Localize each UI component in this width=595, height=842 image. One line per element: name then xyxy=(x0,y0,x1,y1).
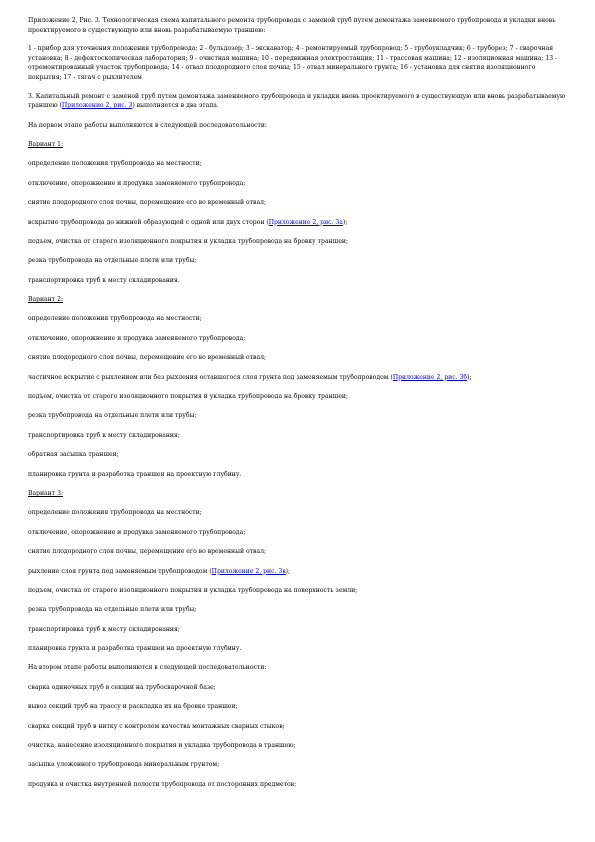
stage-2-step: засыпка уложенного трубопровода минеральным грунтом; xyxy=(28,761,220,769)
variant-3-step: определение положения трубопровода на местности; xyxy=(28,509,202,517)
variant-1-step: резка трубопровода на отдельные плети или трубы; xyxy=(28,257,197,265)
variant-3-step: транспортировка труб к месту складирования; xyxy=(28,625,180,633)
variant-3-step-text-end: ); xyxy=(285,567,291,575)
variant-1-step: транспортировка труб к месту складирования. xyxy=(28,276,180,284)
variant-2-step-text: частичное вскрытие с рыхлением или без рыхления оставшегося слоя грунта под заменяемым трубопроводом ( xyxy=(28,373,393,381)
variant-1-step: снятие плодородного слоя почвы, перемещение его во временный отвал; xyxy=(28,199,266,207)
section-3-text-before: 3. Капитальный ремонт с заменой труб путем демонтажа заменяемого трубопровода и укладки вновь проектируемого в существующую или вновь разрабатываемую траншею ( xyxy=(28,92,566,110)
variant-2-step: отключение, опорожнение и продувка заменяемого трубопровода; xyxy=(28,334,246,342)
stage-2-step: продувка и очистка внутренней полости трубопровода от посторонних предметов; xyxy=(28,780,297,788)
section-3-paragraph xyxy=(28,92,569,111)
stage-2-intro: На втором этапе работы выполняются в следующей последовательности: xyxy=(28,664,267,672)
variant-2-title: Вариант 2: xyxy=(28,296,64,304)
variant-2-step: резка трубопровода на отдельные плети или трубы; xyxy=(28,412,197,420)
variant-2-step: планировка грунта и разработка траншеи на проектную глубину. xyxy=(28,470,242,478)
figure-3a-link[interactable]: Приложение 2, рис. 3а xyxy=(268,218,343,226)
section-3-text-after: ) выполняется в два этапа. xyxy=(132,102,219,110)
variant-3-step: отключение, опорожнение и продувка заменяемого трубопровода; xyxy=(28,528,246,536)
variant-2-step: снятие плодородного слоя почвы, перемещение его во временный отвал; xyxy=(28,354,266,362)
variant-2-step: подъем, очистка от старого изоляционного покрытия и укладка трубопровода на бровку траншеи; xyxy=(28,393,349,401)
figure-caption: Приложение 2, Рис. 3. Технологическая схема капитального ремонта трубопровода с заменой труб путем демонтажа заменяемого трубопровода и укладки вновь проектируемого в существующую или вновь разрабатываемую траншею: xyxy=(28,17,556,34)
variant-2-step xyxy=(28,373,569,383)
variant-2-step: определение положения трубопровода на местности; xyxy=(28,315,202,323)
variant-3-step: планировка грунта и разработка траншеи на проектную глубину. xyxy=(28,645,242,653)
variant-2-step: обратная засыпка траншеи; xyxy=(28,451,119,459)
variant-1-title: Вариант 1: xyxy=(28,140,64,148)
variant-3-step: снятие плодородного слоя почвы, перемещение его во временный отвал; xyxy=(28,548,266,556)
figure-legend: 1 - прибор для уточнения положения трубопровода; 2 - бульдозер; 3 - экскаватор; 4 - ремонтируемый трубопровод; 5 - трубоукладчик; 6 - труборез; 7 - сварочная установка; 8 - дефектоскопическая лаборатория; 9 - очистная машина; 10 - передвижная электростанция; 11 - трассовая машина; 12 - изоляционная машина; 13 - отремонтированный участок трубопровода; 14 - отвал плодородного слоя почвы; 15 - отвал минерального грунта; 16 - установка для снятия изоляционного покрытия; 17 - тягач с рыхлителем xyxy=(28,45,558,81)
variant-3-step: резка трубопровода на отдельные плети или трубы; xyxy=(28,606,197,614)
stage-2-step: очистка, нанесение изоляционного покрытия и укладка трубопровода в траншею; xyxy=(28,742,296,750)
variant-1-step: подъем, очистка от старого изоляционного покрытия и укладка трубопровода на бровку траншеи; xyxy=(28,237,349,245)
variant-1-step: определение положения трубопровода на местности; xyxy=(28,160,202,168)
variant-3-step: подъем, очистка от старого изоляционного покрытия и укладка трубопровода на поверхность земли; xyxy=(28,586,358,594)
stage-2-step: сварка секций труб в нитку с контролем качества монтажных сварных стыков; xyxy=(28,722,285,730)
figure-3-link[interactable]: Приложение 2, рис. 3 xyxy=(61,102,133,110)
variant-1-step-text-end: ); xyxy=(342,218,348,226)
figure-3v-link[interactable]: Приложение 2, рис. 3в xyxy=(211,567,286,575)
variant-1-step-text: вскрытие трубопровода до нижней образующей с одной или двух сторон ( xyxy=(28,218,269,226)
variant-2-step-text-end: ); xyxy=(467,373,472,381)
stage-2-step: сварка одиночных труб в секции на трубосварочной базе; xyxy=(28,683,216,691)
variant-3-step xyxy=(28,567,569,577)
variant-2-step: транспортировка труб к месту складирования; xyxy=(28,431,180,439)
variant-3-title: Вариант 3: xyxy=(28,489,64,497)
variant-1-step xyxy=(28,218,569,228)
variant-1-step: отключение, опорожнение и продувка заменяемого трубопровода; xyxy=(28,179,246,187)
figure-3b-link[interactable]: Приложение 2, рис. 3б xyxy=(392,373,468,381)
variant-3-step-text: рыхление слоя грунта под заменяемым трубопроводом ( xyxy=(28,567,212,575)
stage-1-intro: На первом этапе работы выполняются в следующей последовательности: xyxy=(28,121,268,129)
stage-2-step: вывоз секций труб на трассу и раскладка их на бровке траншеи; xyxy=(28,703,238,711)
